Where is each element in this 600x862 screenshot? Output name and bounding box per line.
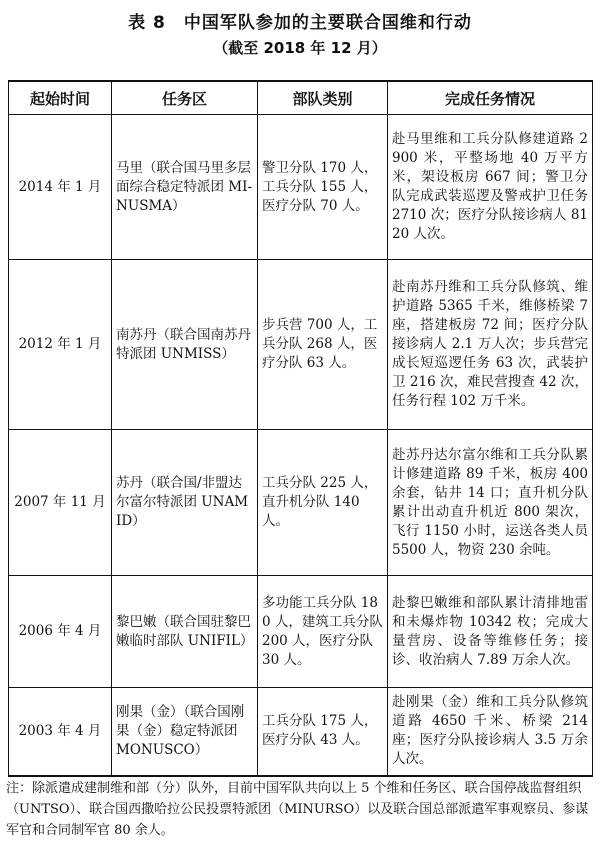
force-type-cell: 警卫分队 170 人，工兵分队 155 人，医疗分队 70 人。 [258,115,388,260]
header-force-type: 部队类别 [258,81,388,115]
mission-area-cell: 苏丹（联合国/非盟达尔富尔特派团 UNAMID） [112,430,258,576]
mission-area-cell: 刚果（金）（联合国刚果（金）稳定特派团 MONUSCO） [112,688,258,776]
start-time-cell: 2012 年 1 月 [9,260,112,430]
mission-area-cell: 马里（联合国马里多层面综合稳定特派团 MI-NUSMA） [112,115,258,260]
force-type-cell: 步兵营 700 人，工兵分队 268 人，医疗分队 63 人。 [258,260,388,430]
table-header-row [9,81,593,115]
table-row [9,576,593,688]
start-time-cell: 2007 年 11 月 [9,430,112,576]
table-row [9,688,593,776]
force-type-cell: 多功能工兵分队 180 人，建筑工兵分队 200 人，医疗分队 30 人。 [258,576,388,688]
start-time-cell: 2003 年 4 月 [9,688,112,776]
footnote: 注：除派遣成建制维和部（分）队外，目前中国军队共向以上 5 个维和任务区、联合国停战监督组织（UNTSO）、联合国西撒哈拉公民投票特派团（MINURSO）以及联合国总部派遣军事观察员、参谋军官和合同制军官 80 余人。 [6,781,589,838]
mission-area-cell: 黎巴嫩（联合国驻黎巴嫩临时部队 UNIFIL） [112,576,258,688]
table-subtitle: （截至 2018 年 12 月） [213,39,387,57]
table-row [9,115,593,260]
start-time-cell: 2006 年 4 月 [9,576,112,688]
table-row [9,260,593,430]
header-start-time: 起始时间 [9,81,112,115]
force-type-cell: 工兵分队 225 人，直升机分队 140 人。 [258,430,388,576]
task-results-cell: 赴苏丹达尔富尔维和工兵分队累计修建道路 89 千米，板房 400 余套，钻井 14 口；直升机分队累计出动直升机近 800 架次，飞行 1150 小时，运送各类人员 5500 人，物资 230 余吨。 [388,430,593,576]
mission-area-cell: 南苏丹（联合国南苏丹特派团 UNMISS） [112,260,258,430]
header-mission-area: 任务区 [112,81,258,115]
start-time-cell: 2014 年 1 月 [9,115,112,260]
table-row [9,430,593,576]
task-results-cell: 赴刚果（金）维和工兵分队修筑道路 4650 千米、桥梁 214 座；医疗分队接诊病人 3.5 万余人次。 [388,688,593,776]
task-results-cell: 赴马里维和工兵分队修建道路 2900 米，平整场地 40 万平方米，架设板房 667 间；警卫分队完成武装巡逻及警戒护卫任务 2710 次；医疗分队接诊病人 8120 人次。 [388,115,593,260]
force-type-cell: 工兵分队 175 人，医疗分队 43 人。 [258,688,388,776]
peacekeeping-table [8,80,593,777]
task-results-cell: 赴南苏丹维和工兵分队修筑、维护道路 5365 千米，维修桥梁 7 座，搭建板房 72 间；医疗分队接诊病人 2.1 万人次；步兵营完成长短巡逻任务 63 次，武装护卫 216 次，难民营搜查 42 次，任务行程 102 万千米。 [388,260,593,430]
table-title: 表 8 中国军队参加的主要联合国维和行动 [128,13,472,33]
task-results-cell: 赴黎巴嫩维和部队累计清排地雷和未爆炸物 10342 枚；完成大量营房、设备等维修任务；接诊、收治病人 7.89 万余人次。 [388,576,593,688]
header-task-results: 完成任务情况 [388,81,593,115]
